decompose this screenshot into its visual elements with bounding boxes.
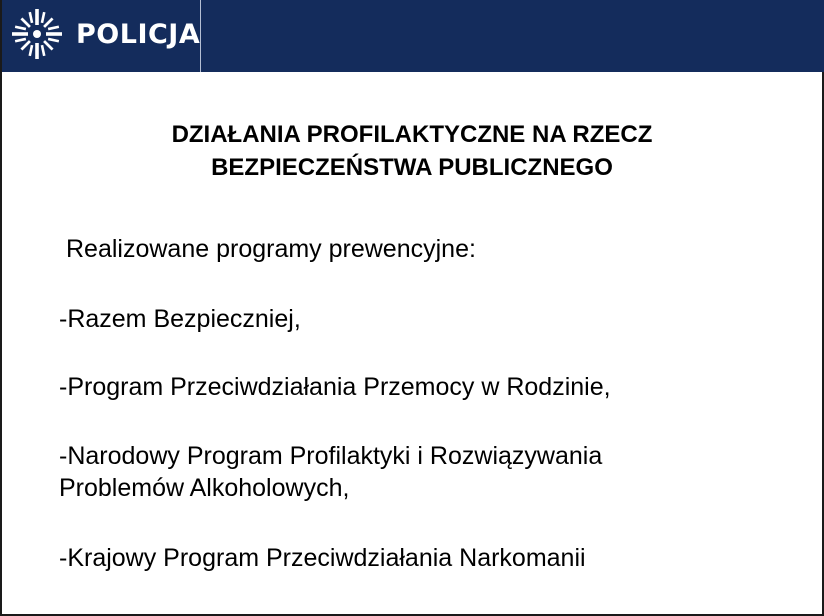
list-item-text: -Program Przeciwdziałania Przemocy w Rodzinie, <box>59 373 611 401</box>
list-item-text-continued: Problemów Alkoholowych, <box>59 474 350 502</box>
list-item <box>59 303 301 335</box>
programs-intro: Realizowane programy prewencyjne: <box>66 235 476 263</box>
list-item <box>59 371 611 403</box>
list-item-text: -Krajowy Program Przeciwdziałania Narkomanii <box>59 544 586 572</box>
title-line-2: BEZPIECZEŃSTWA PUBLICZNEGO <box>211 154 613 181</box>
police-logo <box>2 0 201 72</box>
slide-title <box>42 118 782 184</box>
list-item <box>59 440 602 504</box>
list-item-text: -Narodowy Program Profilaktyki i Rozwiązywania <box>59 442 603 470</box>
police-star-icon <box>9 6 65 62</box>
header-bar <box>2 0 824 72</box>
list-item-text: -Razem Bezpieczniej, <box>59 305 301 333</box>
list-item <box>59 542 586 574</box>
logo-text: POLICJA <box>76 19 201 50</box>
title-line-1: DZIAŁANIA PROFILAKTYCZNE NA RZECZ <box>171 121 653 148</box>
